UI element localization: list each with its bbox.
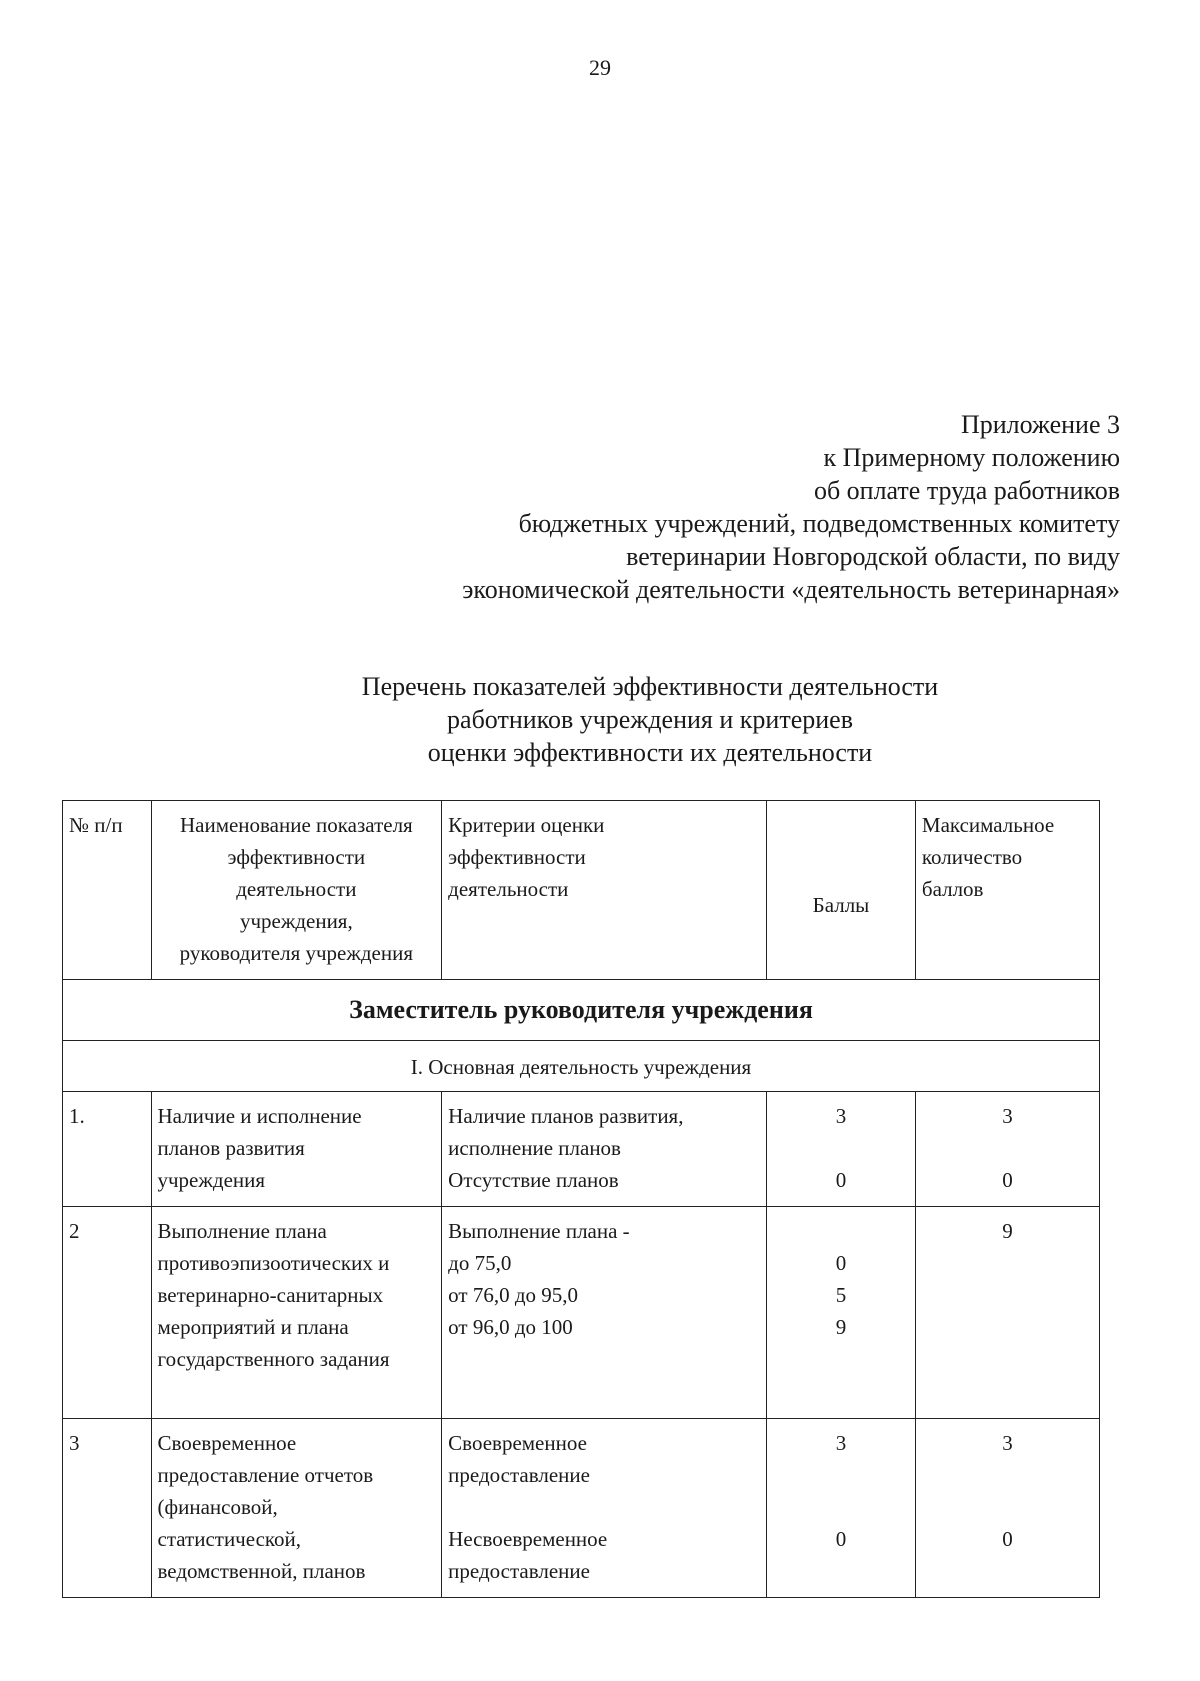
header-name-line: эффективности — [227, 845, 366, 869]
row-name — [151, 1092, 442, 1207]
row-criteria-line: Несвоевременное — [448, 1527, 608, 1551]
table-header-row — [63, 801, 1100, 980]
row-name-line: мероприятий и плана — [157, 1315, 349, 1339]
header-criteria-line: эффективности — [448, 845, 586, 869]
row-max-line: 0 — [1002, 1527, 1013, 1551]
row-score-line: 0 — [835, 1251, 847, 1275]
row-criteria-line: Наличие планов развития, — [448, 1104, 684, 1128]
row-num: 1. — [63, 1092, 152, 1207]
row-max-line — [922, 1555, 1093, 1587]
row-criteria-line: Своевременное — [448, 1431, 587, 1455]
row-name — [151, 1207, 442, 1419]
row-criteria-line — [448, 1491, 760, 1523]
header-max — [915, 801, 1099, 980]
row-max-line: 9 — [1002, 1219, 1013, 1243]
row-num: 2 — [63, 1207, 152, 1419]
row-name-line: государственного задания — [157, 1347, 390, 1371]
row-score-line: 0 — [835, 1527, 847, 1551]
row-name-line: противоэпизоотических и — [157, 1251, 390, 1275]
row-name-line: Наличие и исполнение — [157, 1104, 362, 1128]
header-name-line: учреждения, — [239, 909, 353, 933]
row-max-line — [922, 1459, 1093, 1491]
header-max-line: баллов — [921, 877, 984, 901]
row-max-line: 0 — [1002, 1168, 1013, 1192]
row-score-line: 3 — [835, 1431, 847, 1455]
appendix-line: экономической деятельности «деятельность ветеринарная» — [462, 575, 1120, 604]
appendix-line: Приложение 3 — [960, 410, 1120, 439]
row-name-line: учреждения — [157, 1168, 266, 1192]
appendix-line: об оплате труда работников — [813, 476, 1120, 505]
header-criteria-line: деятельности — [448, 877, 569, 901]
row-name-line: планов развития — [157, 1136, 305, 1160]
page-number: 29 — [589, 55, 611, 80]
row-score — [767, 1207, 916, 1419]
row-criteria-line: от 76,0 до 95,0 — [448, 1283, 579, 1307]
title-line: работников учреждения и критериев — [447, 705, 853, 734]
row-max-line: 3 — [1002, 1431, 1013, 1455]
row-score-line — [773, 1132, 909, 1164]
row-score-line: 5 — [835, 1283, 847, 1307]
appendix-line: бюджетных учреждений, подведомственных комитету — [518, 509, 1120, 538]
title-line: Перечень показателей эффективности деятельности — [361, 672, 939, 701]
row-criteria-line: до 75,0 — [448, 1251, 512, 1275]
row-max — [915, 1092, 1099, 1207]
table-row — [63, 1207, 1100, 1419]
row-max-line: 3 — [1002, 1104, 1013, 1128]
row-name-line: Своевременное — [157, 1431, 297, 1455]
header-max-line: Максимальное — [921, 813, 1055, 837]
header-name — [151, 801, 442, 980]
row-name-line: статистической, — [157, 1527, 302, 1551]
row-criteria — [442, 1207, 767, 1419]
row-name-line: предоставление отчетов — [157, 1463, 374, 1487]
header-name-line: деятельности — [236, 877, 357, 901]
row-criteria — [442, 1419, 767, 1598]
row-score-line: 0 — [835, 1168, 847, 1192]
row-score — [767, 1419, 916, 1598]
row-name-line: Выполнение плана — [157, 1219, 327, 1243]
document-title — [150, 670, 1150, 769]
subsection-row — [63, 1041, 1100, 1092]
row-score-line — [773, 1459, 909, 1491]
row-name — [151, 1419, 442, 1598]
row-name-line: ветеринарно-санитарных — [157, 1283, 384, 1307]
appendix-line: ветеринарии Новгородской области, по виду — [626, 542, 1120, 571]
section-title: Заместитель руководителя учреждения — [63, 980, 1100, 1041]
row-criteria-line: исполнение планов — [448, 1136, 621, 1160]
table-row — [63, 1419, 1100, 1598]
row-criteria-line: Выполнение плана - — [448, 1219, 630, 1243]
section-row — [63, 980, 1100, 1041]
row-name-line: ведомственной, планов — [157, 1559, 366, 1583]
row-score-line — [773, 1491, 909, 1523]
row-criteria — [442, 1092, 767, 1207]
row-score-line: 9 — [835, 1315, 847, 1339]
row-score-line: 3 — [835, 1104, 847, 1128]
header-max-line: количество — [921, 845, 1023, 869]
row-score-line — [773, 1555, 909, 1587]
row-criteria-line: предоставление — [448, 1559, 590, 1583]
row-score — [767, 1092, 916, 1207]
appendix-header — [462, 408, 1120, 606]
header-num: № п/п — [63, 801, 152, 980]
row-max-line — [922, 1132, 1093, 1164]
table-row — [63, 1092, 1100, 1207]
row-criteria-line: Отсутствие планов — [448, 1168, 619, 1192]
subsection-title: I. Основная деятельность учреждения — [63, 1041, 1100, 1092]
row-max — [915, 1207, 1099, 1419]
row-max-line — [922, 1491, 1093, 1523]
header-name-line: Наименование показателя — [179, 813, 413, 837]
row-max — [915, 1419, 1099, 1598]
appendix-line: к Примерному положению — [823, 443, 1120, 472]
row-num: 3 — [63, 1419, 152, 1598]
row-score-line — [773, 1215, 909, 1247]
header-score: Баллы — [767, 801, 916, 980]
row-criteria-line: от 96,0 до 100 — [448, 1315, 573, 1339]
row-criteria-line: предоставление — [448, 1463, 590, 1487]
row-name-line: (финансовой, — [157, 1495, 278, 1519]
header-criteria-line: Критерии оценки — [448, 813, 605, 837]
header-name-line: руководителя учреждения — [179, 941, 414, 965]
indicators-table — [62, 800, 1100, 1598]
title-line: оценки эффективности их деятельности — [427, 738, 873, 767]
header-criteria — [442, 801, 767, 980]
